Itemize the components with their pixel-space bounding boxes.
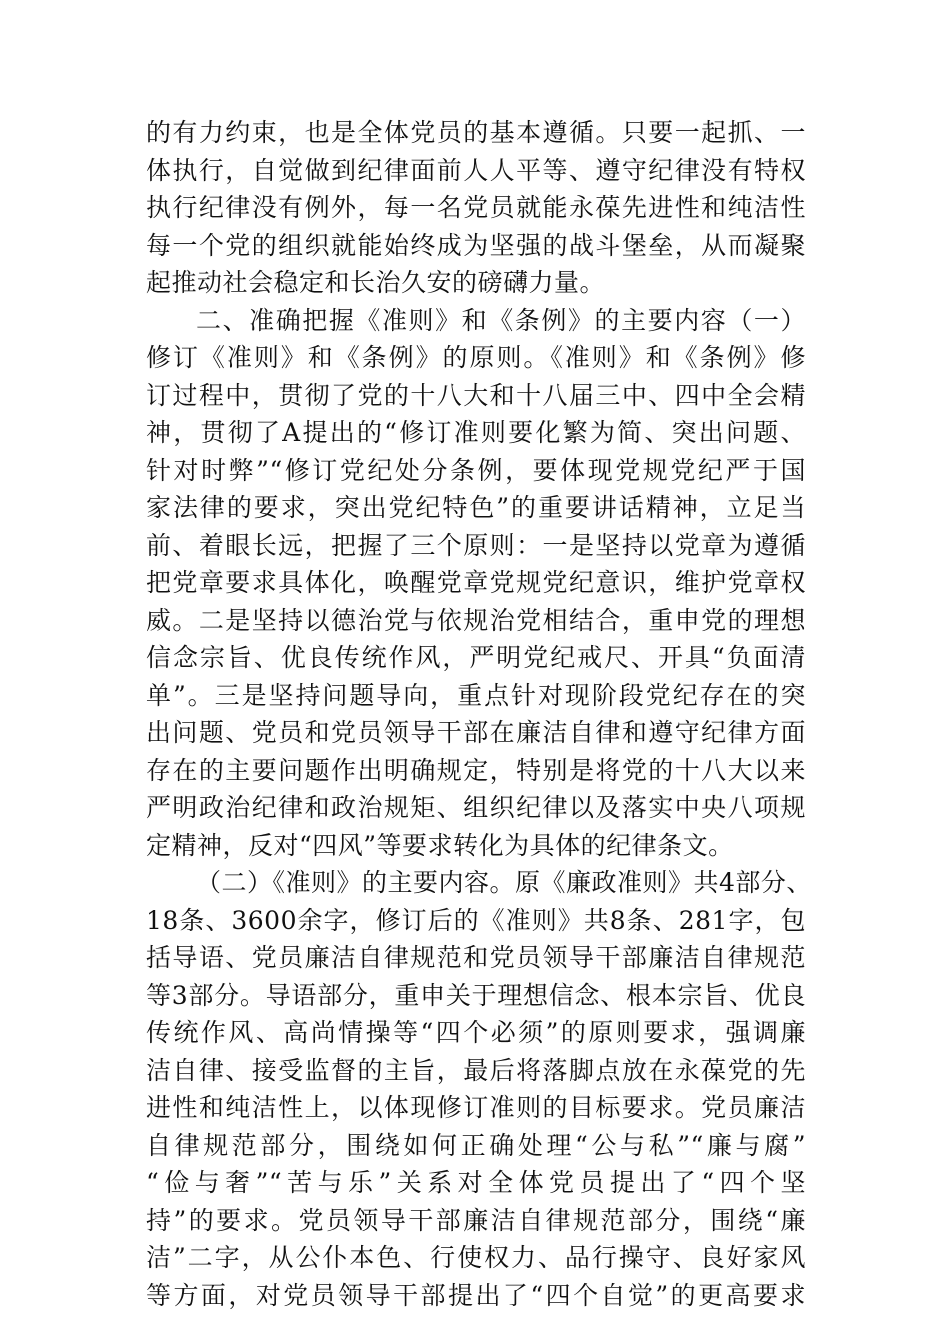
body-text bbox=[146, 114, 812, 1314]
text-line: 前、着眼长远，把握了三个原则：一是坚持以党章为遵循 bbox=[146, 530, 806, 560]
text-line: 18条、3600余字，修订后的《准则》共8条、281字，包 bbox=[146, 905, 806, 935]
text-line: 洁自律、接受监督的主旨，最后将落脚点放在永葆党的先 bbox=[146, 1055, 806, 1085]
text-line: 的有力约束，也是全体党员的基本遵循。只要一起抓、一 bbox=[146, 118, 806, 147]
text-line: 传统作风、高尚情操等“四个必须”的原则要求，强调廉 bbox=[146, 1018, 806, 1047]
text-line: 存在的主要问题作出明确规定，特别是将党的十八大以来 bbox=[146, 755, 806, 785]
text-line: 每一个党的组织就能始终成为坚强的战斗堡垒，从而凝聚 bbox=[146, 230, 806, 260]
text-line: 家法律的要求，突出党纪特色”的重要讲话精神，立足当 bbox=[146, 493, 806, 522]
text-line: 严明政治纪律和政治规矩、组织纪律以及落实中央八项规 bbox=[146, 793, 806, 822]
text-line: 洁”二字，从公仆本色、行使权力、品行操守、良好家风 bbox=[146, 1243, 806, 1272]
text-line: 威。二是坚持以德治党与依规治党相结合，重申党的理想 bbox=[146, 605, 806, 635]
text-line: 执行纪律没有例外，每一名党员就能永葆先进性和纯洁性 bbox=[146, 193, 806, 222]
text-line: 信念宗旨、优良传统作风，严明党纪戒尺、开具“负面清 bbox=[146, 643, 806, 672]
text-line: 等3部分。导语部分，重申关于理想信念、根本宗旨、优良 bbox=[146, 980, 806, 1010]
text-line: “俭与奢”“苦与乐”关系对全体党员提出了“四个坚 bbox=[146, 1168, 806, 1197]
text-line: 单”。三是坚持问题导向，重点针对现阶段党纪存在的突 bbox=[146, 680, 806, 710]
text-line: 订过程中，贯彻了党的十八大和十八届三中、四中全会精 bbox=[146, 380, 806, 410]
text-line: 把党章要求具体化，唤醒党章党规党纪意识，维护党章权 bbox=[146, 568, 806, 597]
text-line: 括导语、党员廉洁自律规范和党员领导干部廉洁自律规范 bbox=[146, 943, 806, 972]
text-line: 持”的要求。党员领导干部廉洁自律规范部分，围绕“廉 bbox=[146, 1205, 806, 1235]
text-line: 体执行，自觉做到纪律面前人人平等、遵守纪律没有特权 bbox=[146, 155, 806, 185]
subsection-heading-line: （二）《准则》的主要内容。原《廉政准则》共4部分、 bbox=[196, 868, 812, 897]
text-line: 定精神，反对“四风”等要求转化为具体的纪律条文。 bbox=[146, 830, 734, 860]
text-line: 自律规范部分，围绕如何正确处理“公与私”“廉与腐” bbox=[146, 1130, 806, 1160]
text-line: 修订《准则》和《条例》的原则。《准则》和《条例》修 bbox=[146, 343, 806, 372]
text-line: 神，贯彻了A提出的“修订准则要化繁为简、突出问题、 bbox=[146, 418, 806, 447]
text-line: 针对时弊”“修订党纪处分条例，要体现党规党纪严于国 bbox=[146, 455, 806, 485]
text-line: 起推动社会稳定和长治久安的磅礴力量。 bbox=[146, 268, 606, 297]
section-heading-line: 二、准确把握《准则》和《条例》的主要内容（一） bbox=[196, 305, 806, 335]
text-line: 进性和纯洁性上，以体现修订准则的目标要求。党员廉洁 bbox=[146, 1093, 806, 1122]
text-line: 等方面，对党员领导干部提出了“四个自觉”的更高要求 bbox=[146, 1280, 806, 1310]
text-line: 出问题、党员和党员领导干部在廉洁自律和遵守纪律方面 bbox=[146, 718, 806, 747]
